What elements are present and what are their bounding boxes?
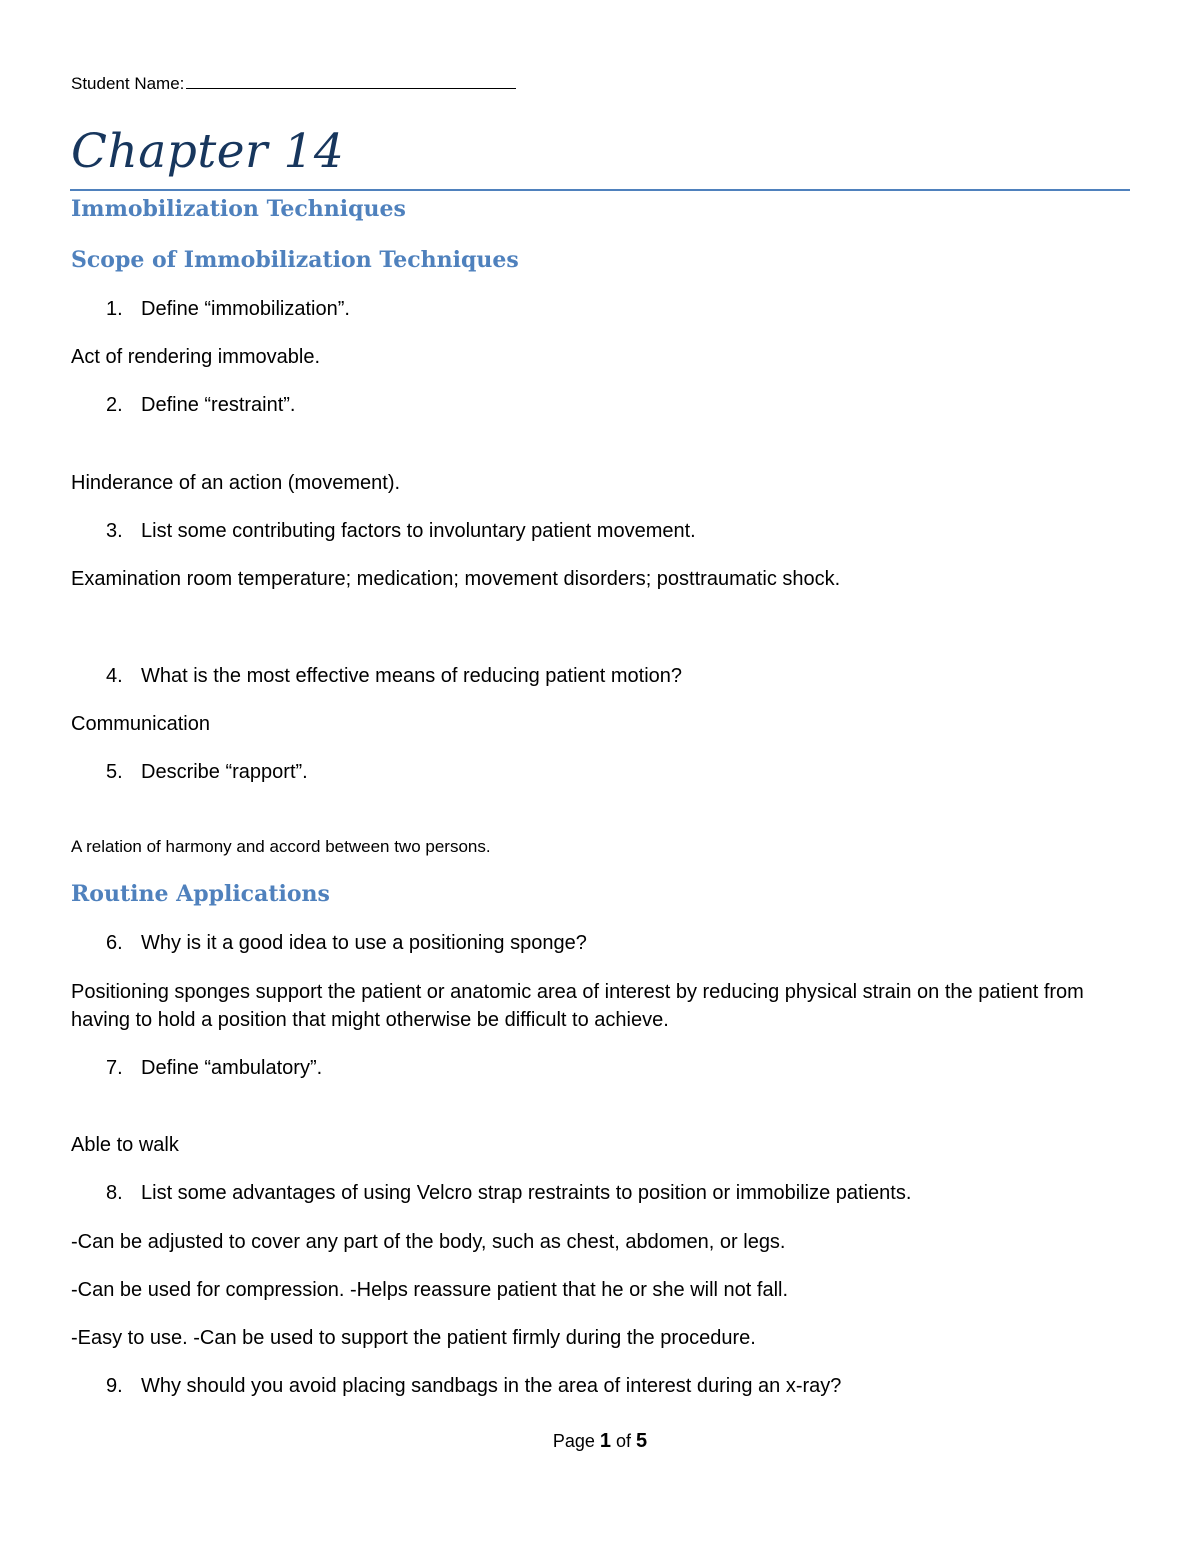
question-number: 1. (106, 298, 123, 320)
title-divider (70, 189, 1130, 191)
question-text: Define “ambulatory”. (141, 1057, 323, 1079)
question-text: Describe “rapport”. (141, 761, 308, 783)
section-heading-scope: Scope of Immobilization Techniques (71, 247, 519, 273)
chapter-subtitle: Immobilization Techniques (71, 196, 406, 222)
question-text: List some advantages of using Velcro strap restraints to position or immobilize patients. (141, 1182, 912, 1204)
question-number: 5. (106, 761, 123, 783)
answer-5: A relation of harmony and accord between two persons. (71, 837, 491, 856)
section-heading-routine: Routine Applications (71, 881, 330, 907)
question-4 (106, 665, 682, 688)
answer-6: Positioning sponges support the patient or anatomic area of interest by reducing physical strain on the patient from having to hold a position that might otherwise be difficult to achieve. (71, 981, 1084, 1031)
question-text: Why is it a good idea to use a positioning sponge? (141, 932, 587, 954)
answer-4: Communication (71, 713, 210, 735)
question-text: List some contributing factors to involuntary patient movement. (141, 520, 696, 542)
question-number: 7. (106, 1057, 123, 1079)
answer-8-line-1: -Can be adjusted to cover any part of the body, such as chest, abdomen, or legs. (71, 1231, 786, 1253)
page-current: 1 (599, 1430, 611, 1452)
question-text: What is the most effective means of reducing patient motion? (141, 665, 683, 687)
question-number: 4. (106, 665, 123, 687)
of-word: of (616, 1431, 632, 1451)
student-name-label: Student Name: (71, 74, 185, 93)
answer-7: Able to walk (71, 1134, 179, 1156)
page-word: Page (552, 1431, 595, 1451)
question-number: 9. (106, 1375, 123, 1397)
answer-8-line-3: -Easy to use. -Can be used to support the patient firmly during the procedure. (71, 1327, 756, 1349)
answer-3: Examination room temperature; medication; movement disorders; posttraumatic shock. (71, 568, 841, 590)
question-number: 6. (106, 932, 123, 954)
student-name-blank[interactable] (186, 74, 516, 89)
question-7 (106, 1057, 322, 1080)
question-text: Why should you avoid placing sandbags in the area of interest during an x-ray? (141, 1375, 842, 1397)
answer-8-line-2: -Can be used for compression. -Helps reassure patient that he or she will not fall. (71, 1279, 789, 1301)
question-1 (106, 298, 350, 321)
question-9 (106, 1375, 841, 1398)
question-2 (106, 394, 296, 417)
question-text: Define “restraint”. (141, 394, 296, 416)
question-number: 8. (106, 1182, 123, 1204)
answer-2: Hinderance of an action (movement). (71, 472, 401, 494)
question-8 (106, 1182, 911, 1205)
question-5 (106, 761, 308, 784)
question-text: Define “immobilization”. (141, 298, 350, 320)
page-footer (0, 1430, 1200, 1453)
question-6 (106, 932, 587, 955)
question-3 (106, 520, 696, 543)
page-total: 5 (636, 1430, 648, 1452)
student-name-line (71, 74, 516, 94)
chapter-title: Chapter 14 (71, 124, 345, 179)
question-number: 2. (106, 394, 123, 416)
question-number: 3. (106, 520, 123, 542)
answer-1: Act of rendering immovable. (71, 346, 321, 368)
